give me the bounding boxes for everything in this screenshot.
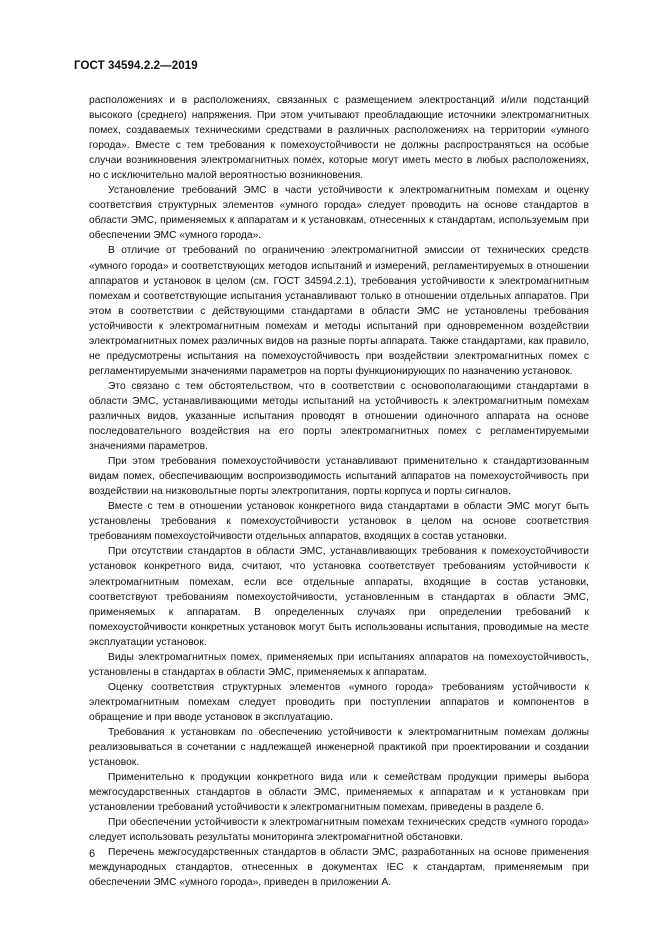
document-header: ГОСТ 34594.2.2—2019 [74, 60, 198, 72]
paragraph: Виды электромагнитных помех, применяемых при испытаниях аппаратов на помехоустойчивость, установлены в стандартах в области ЭМС, применяемых к аппаратам. [89, 651, 589, 678]
page-number: 6 [89, 848, 96, 860]
paragraph: При обеспечении устойчивости к электромагнитным помехам технических средств «умного города» следует использовать результаты мониторинга электромагнитной обстановки. [89, 817, 589, 844]
paragraph: Перечень межгосударственных стандартов в области ЭМС, разработанных на основе применения международных стандартов, отнесенных в документах IEC к стандартам, применяемым при обеспечении ЭМС «умного города», приведен в приложении А. [89, 847, 589, 889]
paragraph: Это связано с тем обстоятельством, что в соответствии с основополагающими стандартами в области ЭМС, устанавливающими методы испытаний на устойчивость к электромагнитным помехам различных видов, указанные испытания проводят в отношении одиночного аппарата на основе последовательного воздействия на его порты электромагнитных помех с регламентируемыми значениями параметров. [89, 380, 589, 453]
paragraph: При отсутствии стандартов в области ЭМС, устанавливающих требования к помехоустойчивости установок конкретного вида, считают, что установка соответствует требованиям устойчивости к электромагнитным помехам, если все отдельные аппараты, входящие в состав установки, соответствуют требованиям помехоустойчивости, установленным в стандартах в области ЭМС, применяемых к аппаратам. В определенных случаях при определении требований к помехоустойчивости конкретных установок могут быть использованы испытания, проводимые на месте эксплуатации установок. [89, 546, 589, 648]
paragraph: В отличие от требований по ограничению электромагнитной эмиссии от технических средств «умного города» и соответствующих методов испытаний и измерений, регламентируемых в отношении аппаратов и установок в целом (см. ГОСТ 34594.2.1), требования устойчивости к электромагнитным помехам и соответствующие испытания устанавливают только в отношении отдельных аппаратов. При этом в соответствии с действующими стандартами в области ЭМС не установлены требования устойчивости к электромагнитным помехам и методы испытаний при одновременном воздействии электромагнитных помех различных видов на разные порты аппарата. Также стандартами, как правило, не предусмотрены испытания на помехоустойчивость при воздействии электромагнитных помех с регламентируемыми значениями параметров на порты функционирующих по назначению установок. [89, 245, 589, 377]
paragraph: Требования к установкам по обеспечению устойчивости к электромагнитным помехам должны реализовываться в сочетании с надлежащей инженерной практикой при проектировании и создании установок. [89, 726, 589, 769]
paragraph: Оценку соответствия структурных элементов «умного города» требованиям устойчивости к электромагнитным помехам следует проводить при поступлении аппаратов и компонентов в обращение и при вводе установок в эксплуатацию. [89, 681, 589, 723]
paragraph: Применительно к продукции конкретного вида или к семействам продукции примеры выбора межгосударственных стандартов в области ЭМС, применяемых к аппаратам и к установкам при установлении требований устойчивости к электромагнитным помехам, приведены в разделе 6. [89, 772, 589, 814]
document-body [89, 93, 589, 890]
paragraph: расположениях и в расположениях, связанных с размещением электростанций и/или подстанций высокого (среднего) напряжения. При этом учитывают преобладающие источники электромагнитных помех, создаваемых техническими средствами в различных расположениях на территории «умного города». Вместе с тем требования к помехоустойчивости не должны распространяться на особые случаи возникновения электромагнитных помех, которые могут иметь место в любых расположениях, но с исключительно малой вероятностью возникновения. [89, 95, 589, 182]
paragraph: При этом требования помехоустойчивости устанавливают применительно к стандартизованным видам помех, обеспечивающим воспроизводимость испытаний аппаратов на помехоустойчивость при воздействии на низковольтные порты электропитания, порты корпуса и порты сигналов. [89, 456, 589, 498]
paragraph: Вместе с тем в отношении установок конкретного вида стандартами в области ЭМС могут быть установлены требования к помехоустойчивости установок в целом на основе соответствия требованиям помехоустойчивости отдельных аппаратов, входящих в состав установки. [89, 501, 589, 543]
paragraph: Установление требований ЭМС в части устойчивости к электромагнитным помехам и оценку соответствия структурных элементов «умного города» следует проводить на основе стандартов в области ЭМС, применяемых к аппаратам и к установкам, отнесенных к стандартам, используемым при обеспечении ЭМС «умного города». [89, 185, 589, 242]
